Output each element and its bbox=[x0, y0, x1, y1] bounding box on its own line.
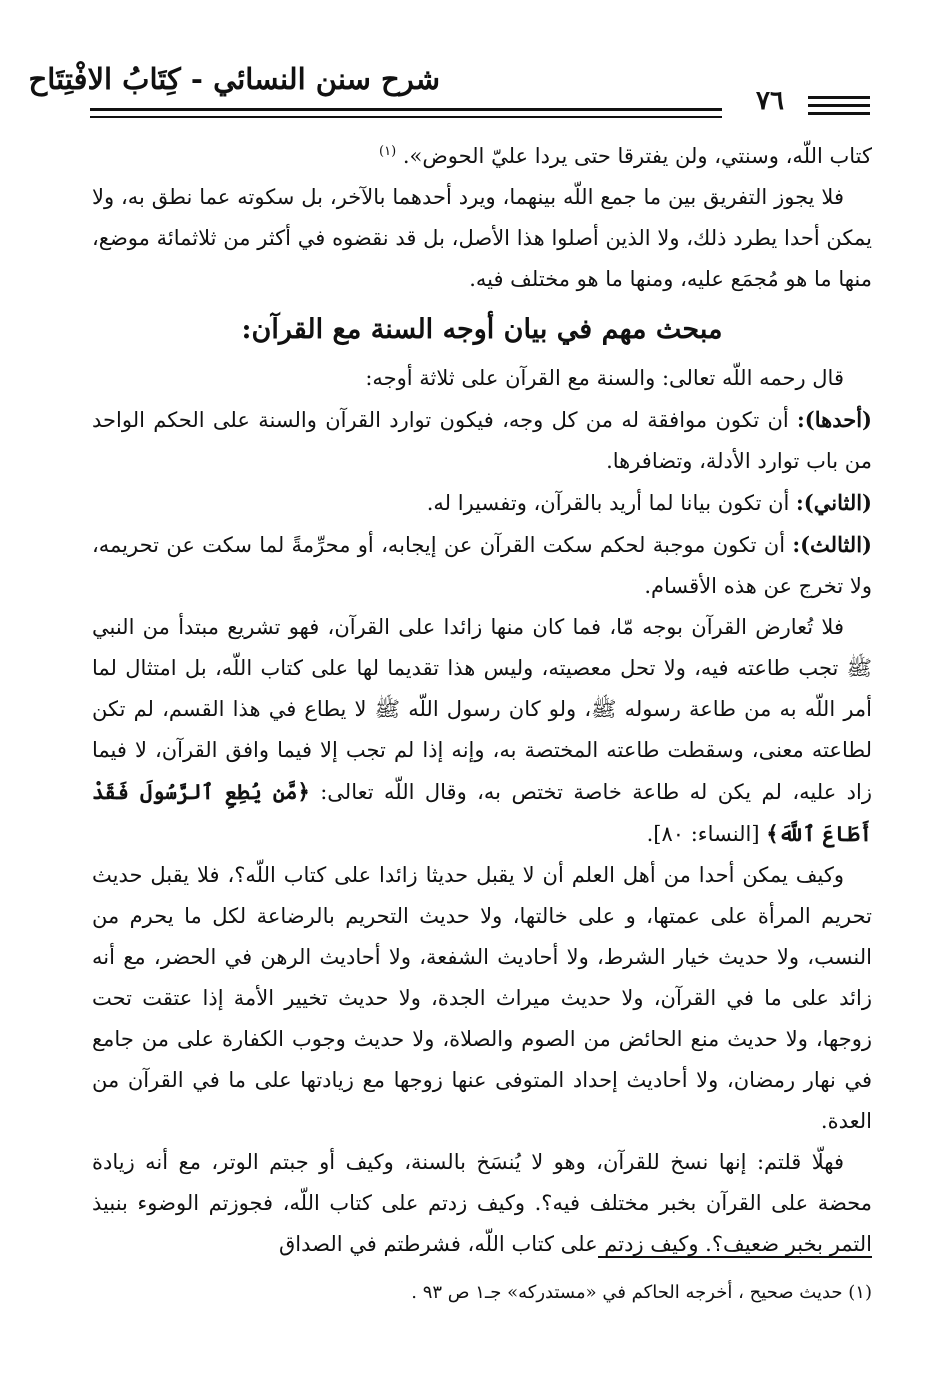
paragraph-5-label: (الثاني): bbox=[796, 490, 872, 515]
paragraph-1-text: كتاب اللّه، وسنتي، ولن يفترقا حتى يردا عليّ الحوض». bbox=[402, 144, 872, 168]
paragraph-2: فلا يجوز التفريق بين ما جمع اللّه بينهما، ويرد أحدهما بالآخر، بل سكوته عما نطق به، ولا يمكن أحدا يطرد ذلك، ولا الذين أصلوا هذا الأصل، بل قد نقضوه في أكثر من ثلاثمائة موضع، منها ما هو مُجمَع عليه، ومنها ما هو مختلف فيه. bbox=[92, 185, 872, 291]
section-heading: مبحث مهم في بيان أوجه السنة مع القرآن: bbox=[241, 314, 723, 345]
footnote: (١) حديث صحيح ، أخرجه الحاكم في «مستدركه» جـ١ ص ٩٣ . bbox=[411, 1282, 872, 1303]
paragraph-7-text: فلا تُعارض القرآن بوجه مّا، فما كان منها زائدا على القرآن، فهو تشريع مبتدأ من النبي ﷺ تجب طاعته فيه، ولا تحل معصيته، وليس هذا تقديما لها على كتاب اللّه، بل امتثال لما أمر اللّه به من طاعة رسوله ﷺ، ولو كان رسول اللّه ﷺ لا يطاع في هذا القسم، لم تكن لطاعته معنى، وسقطت طاعته المختصة به، وإنه إذا لم تجب إلا فيما وافق القرآن، لا فيما زاد عليه، لم يكن له طاعة خاصة تختص به، وقال اللّه تعالى: bbox=[92, 615, 872, 804]
footnote-marker: (١) bbox=[379, 144, 397, 159]
body-text bbox=[92, 136, 872, 1265]
paragraph-7 bbox=[92, 607, 872, 855]
footnote-separator bbox=[598, 1256, 872, 1258]
header-rule-top bbox=[90, 108, 722, 111]
page-number: ٧٦ bbox=[756, 86, 784, 116]
header-rule-bottom bbox=[90, 116, 722, 118]
paragraph-3: قال رحمه اللّه تعالى: والسنة مع القرآن على ثلاثة أوجه: bbox=[365, 366, 844, 390]
paragraph-4-label: (أحدها): bbox=[797, 407, 872, 432]
paragraph-1 bbox=[92, 136, 872, 177]
paragraph-9: فهلّا قلتم: إنها نسخ للقرآن، وهو لا يُنسَخ بالسنة، وكيف أو جبتم الوتر، مع أنه زيادة محضة على القرآن بخبر مختلف فيه؟. وكيف زدتم على كتاب اللّه، فجوزتم الوضوء بنبيذ التمر بخبر ضعيف؟. وكيف زدتم على كتاب اللّه، فشرطتم في الصداق bbox=[92, 1150, 872, 1256]
quran-verse: ﴿مَّن يُطِعِ ٱلرَّسُولَ فَقَدْ أَطَاعَ ٱللَّهَ﴾ bbox=[92, 779, 872, 846]
quran-reference: [النساء: ٨٠]. bbox=[646, 822, 760, 846]
running-header-title: شرح سنن النسائي - كِتَابُ الافْتِتَاح bbox=[28, 62, 440, 96]
paragraph-8: وكيف يمكن أحدا من أهل العلم أن لا يقبل حديثا زائدا على كتاب اللّه؟، فلا يقبل حديث تحريم المرأة على عمتها، و على خالتها، ولا حديث التحريم بالرضاعة لكل ما يحرم من النسب، ولا حديث خيار الشرط، ولا أحاديث الشفعة، ولا أحاديث الرهن في الحضر، مع أنه زائد على ما في القرآن، ولا حديث ميراث الجدة، ولا حديث تخيير الأمة إذا عتقت تحت زوجها، ولا حديث منع الحائض من الصوم والصلاة، ولا حديث وجوب الكفارة على من جامع في نهار رمضان، ولا أحاديث إحداد المتوفى عنها زوجها مع زيادتها على ما في القرآن من العدة. bbox=[92, 863, 872, 1133]
paragraph-6-text: أن تكون موجبة لحكم سكت القرآن عن إيجابه، أو محرِّمةً لما سكت عن تحريمه، ولا تخرج عن هذه الأقسام. bbox=[92, 533, 872, 598]
page-number-ornament bbox=[808, 96, 870, 120]
paragraph-6-label: (الثالث): bbox=[792, 532, 872, 557]
paragraph-5 bbox=[92, 482, 872, 524]
paragraph-6 bbox=[92, 524, 872, 607]
paragraph-4-text: أن تكون موافقة له من كل وجه، فيكون توارد القرآن والسنة على الحكم الواحد من باب توارد الأدلة، وتضافرها. bbox=[92, 408, 872, 473]
paragraph-4 bbox=[92, 399, 872, 482]
paragraph-5-text: أن تكون بيانا لما أريد بالقرآن، وتفسيرا له. bbox=[426, 491, 790, 515]
